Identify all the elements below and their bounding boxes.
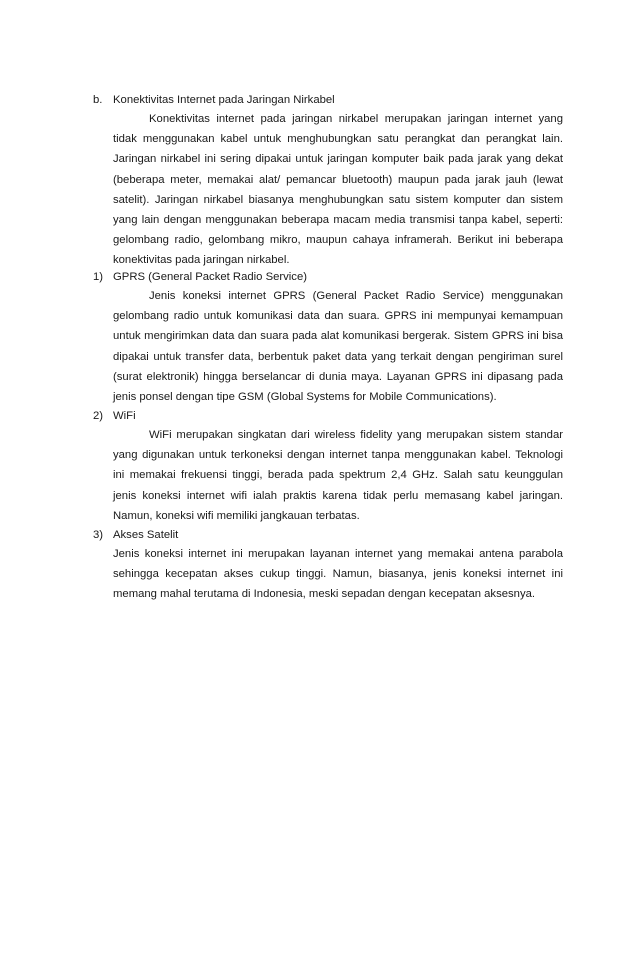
section-konektivitas-nirkabel [93, 92, 563, 271]
section-marker: 3) [93, 529, 104, 541]
section-title: WiFi [113, 410, 136, 422]
section-heading [93, 527, 563, 544]
section-heading [93, 92, 563, 109]
section-wifi [93, 408, 563, 526]
section-heading [93, 269, 563, 286]
section-title: GPRS (General Packet Radio Service) [113, 271, 308, 283]
section-paragraph: WiFi merupakan singkatan dari wireless fidelity yang merupakan sistem standar yang digunakan untuk terkoneksi dengan internet tanpa menggunakan kabel. Teknologi ini memakai frekuensi tinggi, berada pada spektrum 2,4 GHz. Salah satu keunggulan jenis koneksi internet wifi ialah praktis karena tidak perlu memasang kabel jaringan. Namun, koneksi wifi memiliki jangkauan terbatas. [113, 429, 563, 522]
section-marker: b. [93, 94, 103, 106]
section-marker: 1) [93, 271, 104, 283]
section-marker: 2) [93, 410, 104, 422]
section-paragraph: Jenis koneksi internet GPRS (General Packet Radio Service) menggunakan gelombang radio untuk komunikasi data dan suara. GPRS ini mempunyai kemampuan untuk mengirimkan data dan suara pada alat komunikasi bergerak. Sistem GPRS ini bisa dipakai untuk transfer data, berbentuk paket data yang terkait dengan pengiriman surel (surat elektronik) hingga berselancar di dunia maya. Layanan GPRS ini dipasang pada jenis ponsel dengan tipe GSM (Global Systems for Mobile Communications). [113, 290, 563, 404]
section-title: Konektivitas Internet pada Jaringan Nirkabel [113, 94, 335, 106]
section-paragraph: Konektivitas internet pada jaringan nirkabel merupakan jaringan internet yang tidak menggunakan kabel untuk menghubungkan satu perangkat dan perangkat lain. Jaringan nirkabel ini sering dipakai untuk jaringan komputer baik pada jarak yang dekat (beberapa meter, memakai alat/ pemancar bluetooth) maupun pada jarak jauh (lewat satelit). Jaringan nirkabel biasanya menghubungkan satu sistem komputer dan sistem yang lain dengan menggunakan beberapa macam media transmisi tanpa kabel, seperti: gelombang radio, gelombang mikro, maupun cahaya inframerah. Berikut ini beberapa konektivitas pada jaringan nirkabel. [113, 113, 563, 267]
section-paragraph: Jenis koneksi internet ini merupakan layanan internet yang memakai antena parabola sehingga kecepatan akses cukup tinggi. Namun, biasanya, jenis koneksi internet ini memang mahal terutama di Indonesia, meski sepadan dengan kecepatan aksesnya. [113, 548, 563, 601]
section-akses-satelit [93, 527, 563, 605]
section-gprs [93, 269, 563, 407]
section-heading [93, 408, 563, 425]
section-title: Akses Satelit [113, 529, 179, 541]
